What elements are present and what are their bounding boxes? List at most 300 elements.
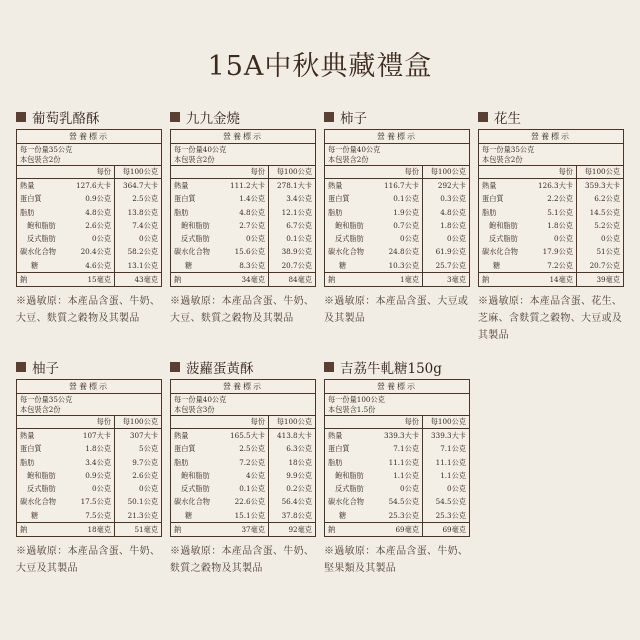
- square-bullet-icon: [170, 112, 180, 122]
- serving-info: [171, 144, 315, 166]
- column-header-per-100g: 每100公克: [114, 416, 161, 428]
- product-card: [324, 358, 470, 577]
- nutrient-name: 反式脂肪: [181, 484, 210, 494]
- nutrition-row: [479, 272, 623, 286]
- nutrient-per-100g: 5公克: [114, 442, 161, 455]
- servings-per-package: 本包裝含1.5份: [328, 404, 376, 414]
- nutrition-table-title: 營養標示: [325, 130, 469, 144]
- nutrient-name: 脂肪: [20, 207, 35, 217]
- nutrition-table-title: 營養標示: [325, 380, 469, 394]
- nutrition-row: [479, 192, 623, 205]
- nutrient-name: 蛋白質: [328, 194, 350, 204]
- column-header-per-100g: 每100公克: [422, 416, 469, 428]
- column-header-per-serving: 每份: [250, 167, 265, 176]
- nutrition-row: [17, 259, 161, 272]
- nutrition-row: [171, 509, 315, 522]
- nutrient-per-100g: 0.2公克: [268, 482, 315, 495]
- column-header-per-100g: 每100公克: [422, 166, 469, 178]
- square-bullet-icon: [478, 112, 488, 122]
- nutrient-per-serving: 4.6公克: [85, 260, 111, 270]
- nutrition-row: [171, 219, 315, 232]
- nutrient-name: 熱量: [482, 181, 497, 190]
- nutrient-per-100g: 2.5公克: [114, 192, 161, 205]
- nutrition-table-title: 營養標示: [171, 380, 315, 394]
- square-bullet-icon: [16, 362, 26, 372]
- nutrient-per-100g: 0公克: [114, 482, 161, 495]
- nutrient-per-serving: 0.7公克: [393, 220, 419, 230]
- nutrient-name: 飽和脂肪: [27, 220, 56, 230]
- nutrient-per-100g: 37.8公克: [268, 509, 315, 522]
- nutrient-name: 飽和脂肪: [181, 470, 210, 480]
- nutrient-per-serving: 15.1公克: [234, 510, 265, 520]
- nutrient-per-serving: 22.6公克: [234, 497, 265, 507]
- nutrition-row: [171, 469, 315, 482]
- nutrient-per-100g: 51公克: [576, 245, 623, 258]
- nutrient-per-100g: 7.1公克: [422, 442, 469, 455]
- nutrient-name: 鈉: [482, 275, 490, 285]
- nutrient-per-serving: 0.9公克: [85, 470, 111, 480]
- nutrient-per-serving: 7.2公克: [547, 260, 573, 270]
- nutrient-per-serving: 1.1公克: [393, 470, 419, 480]
- nutrient-name: 糖: [185, 260, 193, 270]
- product-header: [324, 358, 470, 376]
- nutrient-name: 碳水化合物: [328, 247, 364, 257]
- product-name: 柚子: [32, 361, 59, 377]
- nutrient-name: 蛋白質: [20, 194, 42, 204]
- nutrition-row: [171, 522, 315, 536]
- nutrient-name: 熱量: [328, 431, 343, 440]
- nutrition-row: [325, 429, 469, 442]
- nutrient-per-100g: 307大卡: [114, 429, 161, 442]
- column-header-row: [325, 416, 469, 429]
- nutrient-per-serving: 54.5公克: [388, 497, 419, 507]
- column-header-per-100g: 每100公克: [268, 416, 315, 428]
- nutrient-per-100g: 0公克: [422, 232, 469, 245]
- nutrition-row: [17, 179, 161, 192]
- nutrient-name: 鈉: [20, 525, 28, 535]
- column-header-row: [479, 166, 623, 179]
- serving-info: [171, 394, 315, 416]
- nutrition-row: [17, 509, 161, 522]
- nutrient-per-100g: 292大卡: [422, 179, 469, 192]
- nutrient-per-100g: 18公克: [268, 456, 315, 469]
- column-header-per-serving: 每份: [250, 417, 265, 426]
- nutrition-row: [325, 442, 469, 455]
- nutrient-name: 糖: [31, 510, 39, 520]
- nutrition-row: [171, 482, 315, 495]
- nutrient-per-100g: 13.1公克: [114, 259, 161, 272]
- nutrient-per-serving: 5.1公克: [547, 207, 573, 217]
- nutrition-row: [479, 206, 623, 219]
- serving-info: [479, 144, 623, 166]
- nutrient-per-serving: 107大卡: [82, 431, 111, 440]
- nutrient-per-100g: 43毫克: [114, 273, 161, 286]
- nutrient-per-serving: 34毫克: [241, 275, 265, 285]
- nutrient-per-serving: 0.1公克: [393, 194, 419, 204]
- column-header-per-serving: 每份: [404, 417, 419, 426]
- nutrient-per-serving: 3.4公克: [85, 457, 111, 467]
- nutrition-row: [325, 259, 469, 272]
- nutrient-name: 蛋白質: [174, 444, 196, 454]
- nutrition-row: [171, 192, 315, 205]
- nutrition-table: [16, 129, 162, 287]
- product-header: [324, 108, 470, 126]
- nutrition-row: [171, 272, 315, 286]
- servings-per-package: 本包裝含2份: [328, 154, 369, 164]
- serving-info: [325, 394, 469, 416]
- nutrition-row: [171, 442, 315, 455]
- nutrient-name: 糖: [185, 510, 193, 520]
- allergen-note: ※過敏原：本產品含蛋、花生、芝麻、含麩質之穀物、大豆或及其製品: [478, 296, 623, 342]
- nutrient-name: 脂肪: [20, 457, 35, 467]
- nutrient-name: 熱量: [328, 181, 343, 190]
- nutrient-per-serving: 7.5公克: [85, 510, 111, 520]
- nutrition-table-title: 營養標示: [171, 130, 315, 144]
- nutrition-row: [325, 495, 469, 508]
- nutrition-row: [17, 206, 161, 219]
- servings-per-package: 本包裝含3份: [174, 404, 215, 414]
- nutrition-table-title: 營養標示: [479, 130, 623, 144]
- nutrient-per-100g: 51毫克: [114, 523, 161, 536]
- nutrient-name: 熱量: [174, 431, 189, 440]
- nutrient-per-serving: 0公克: [400, 484, 419, 494]
- nutrient-per-100g: 0公克: [114, 232, 161, 245]
- allergen-note: ※過敏原：本產品含蛋、牛奶、堅果類及其製品: [324, 546, 469, 575]
- nutrient-name: 碳水化合物: [482, 247, 518, 257]
- nutrient-name: 熱量: [20, 181, 35, 190]
- nutrient-per-100g: 20.7公克: [268, 259, 315, 272]
- nutrient-per-100g: 359.3大卡: [576, 179, 623, 192]
- serving-info: [17, 394, 161, 416]
- nutrient-name: 碳水化合物: [328, 497, 364, 507]
- nutrition-row: [17, 482, 161, 495]
- serving-size: 每一份量35公克: [20, 395, 73, 404]
- nutrition-row: [17, 522, 161, 536]
- nutrient-per-100g: 3.4公克: [268, 192, 315, 205]
- nutrient-per-serving: 111.2大卡: [230, 181, 265, 190]
- column-header-per-serving: 每份: [96, 167, 111, 176]
- nutrient-per-serving: 7.2公克: [239, 457, 265, 467]
- nutrient-per-100g: 92毫克: [268, 523, 315, 536]
- nutrient-per-100g: 1.1公克: [422, 469, 469, 482]
- nutrient-per-serving: 11.1公克: [388, 457, 419, 467]
- servings-per-package: 本包裝含2份: [20, 154, 61, 164]
- column-header-blank: [479, 166, 531, 178]
- servings-per-package: 本包裝含2份: [174, 154, 215, 164]
- nutrition-row: [325, 179, 469, 192]
- nutrient-per-100g: 364.7大卡: [114, 179, 161, 192]
- product-card: [324, 108, 470, 327]
- product-header: [478, 108, 624, 126]
- column-header-blank: [171, 166, 223, 178]
- column-header-blank: [325, 166, 377, 178]
- nutrient-per-100g: 0公克: [422, 482, 469, 495]
- nutrient-per-100g: 339.3大卡: [422, 429, 469, 442]
- column-header-row: [17, 166, 161, 179]
- nutrient-name: 蛋白質: [482, 194, 504, 204]
- nutrient-per-serving: 7.1公克: [393, 444, 419, 454]
- nutrient-per-100g: 50.1公克: [114, 495, 161, 508]
- nutrition-row: [171, 456, 315, 469]
- column-header-blank: [17, 166, 69, 178]
- nutrient-per-100g: 0.1公克: [268, 232, 315, 245]
- product-card: [478, 108, 624, 344]
- nutrient-per-serving: 1毫克: [400, 275, 419, 285]
- allergen-note: ※過敏原：本產品含蛋、大豆或及其製品: [324, 296, 469, 325]
- square-bullet-icon: [324, 112, 334, 122]
- nutrient-name: 糖: [339, 510, 347, 520]
- nutrient-per-serving: 2.7公克: [239, 220, 265, 230]
- nutrient-name: 鈉: [328, 525, 336, 535]
- nutrient-per-100g: 0公克: [576, 232, 623, 245]
- nutrient-per-100g: 413.8大卡: [268, 429, 315, 442]
- nutrient-per-100g: 7.4公克: [114, 219, 161, 232]
- nutrition-row: [325, 469, 469, 482]
- serving-size: 每一份量40公克: [174, 145, 227, 154]
- column-header-per-serving: 每份: [404, 167, 419, 176]
- nutrient-name: 碳水化合物: [20, 497, 56, 507]
- nutrition-row: [17, 245, 161, 258]
- column-header-per-100g: 每100公克: [114, 166, 161, 178]
- nutrient-per-serving: 14毫克: [549, 275, 573, 285]
- nutrition-row: [325, 232, 469, 245]
- nutrition-table: [170, 129, 316, 287]
- nutrition-row: [17, 232, 161, 245]
- nutrient-per-serving: 127.6大卡: [76, 181, 111, 190]
- column-header-row: [325, 166, 469, 179]
- serving-info: [325, 144, 469, 166]
- column-header-row: [171, 416, 315, 429]
- servings-per-package: 本包裝含2份: [20, 404, 61, 414]
- nutrient-name: 鈉: [174, 275, 182, 285]
- product-name: 菠蘿蛋黃酥: [186, 361, 254, 377]
- nutrient-per-100g: 2.6公克: [114, 469, 161, 482]
- nutrition-row: [325, 456, 469, 469]
- nutrient-name: 脂肪: [482, 207, 497, 217]
- nutrient-per-100g: 11.1公克: [422, 456, 469, 469]
- product-name: 九九金燒: [186, 111, 240, 127]
- nutrition-row: [325, 219, 469, 232]
- page-title: 15A中秋典藏禮盒: [207, 51, 433, 82]
- nutrient-per-100g: 14.5公克: [576, 206, 623, 219]
- nutrient-per-100g: 9.7公克: [114, 456, 161, 469]
- nutrient-per-100g: 25.7公克: [422, 259, 469, 272]
- nutrient-name: 脂肪: [328, 457, 343, 467]
- nutrient-name: 反式脂肪: [489, 234, 518, 244]
- nutrient-per-serving: 4公克: [246, 470, 265, 480]
- nutrient-per-serving: 4.8公克: [85, 207, 111, 217]
- serving-size: 每一份量100公克: [328, 395, 385, 404]
- product-card: [170, 108, 316, 327]
- nutrient-per-100g: 38.9公克: [268, 245, 315, 258]
- nutrition-row: [17, 192, 161, 205]
- nutrient-per-serving: 0.1公克: [239, 484, 265, 494]
- nutrition-table: [324, 129, 470, 287]
- nutrient-name: 反式脂肪: [27, 484, 56, 494]
- nutrition-row: [171, 259, 315, 272]
- nutrient-per-100g: 4.8公克: [422, 206, 469, 219]
- nutrition-row: [325, 522, 469, 536]
- product-header: [16, 358, 162, 376]
- nutrition-row: [17, 456, 161, 469]
- nutrient-name: 糖: [31, 260, 39, 270]
- nutrient-per-100g: 1.8公克: [422, 219, 469, 232]
- nutrition-table: [170, 379, 316, 537]
- nutrient-per-serving: 18毫克: [87, 525, 111, 535]
- nutrition-table-title: 營養標示: [17, 380, 161, 394]
- nutrition-row: [479, 232, 623, 245]
- nutrition-table: [16, 379, 162, 537]
- nutrient-per-serving: 2.6公克: [85, 220, 111, 230]
- allergen-note: ※過敏原：本產品含蛋、牛奶、大豆、麩質之穀物及其製品: [16, 296, 161, 325]
- nutrient-per-100g: 9.9公克: [268, 469, 315, 482]
- nutrient-name: 蛋白質: [20, 444, 42, 454]
- nutrient-name: 鈉: [20, 275, 28, 285]
- allergen-note: ※過敏原：本產品含蛋、牛奶、大豆及其製品: [16, 546, 161, 575]
- nutrition-row: [17, 469, 161, 482]
- nutrient-name: 熱量: [20, 431, 35, 440]
- nutrient-per-serving: 1.9公克: [393, 207, 419, 217]
- nutrition-row: [171, 495, 315, 508]
- nutrient-per-serving: 339.3大卡: [384, 431, 419, 440]
- product-card: [16, 358, 162, 577]
- servings-per-package: 本包裝含2份: [482, 154, 523, 164]
- nutrient-per-100g: 0.3公克: [422, 192, 469, 205]
- allergen-note: ※過敏原：本產品含蛋、牛奶、大豆、麩質之穀物及其製品: [170, 296, 315, 325]
- nutrition-row: [171, 429, 315, 442]
- product-header: [170, 358, 316, 376]
- nutrient-per-100g: 13.8公克: [114, 206, 161, 219]
- nutrient-per-serving: 1.8公克: [85, 444, 111, 454]
- nutrient-name: 脂肪: [174, 457, 189, 467]
- nutrient-per-100g: 6.7公克: [268, 219, 315, 232]
- nutrient-per-100g: 21.3公克: [114, 509, 161, 522]
- product-card: [170, 358, 316, 577]
- nutrient-name: 糖: [339, 260, 347, 270]
- nutrient-name: 蛋白質: [328, 444, 350, 454]
- nutrient-per-100g: 20.7公克: [576, 259, 623, 272]
- column-header-per-100g: 每100公克: [268, 166, 315, 178]
- nutrition-row: [17, 495, 161, 508]
- nutrient-name: 鈉: [328, 275, 336, 285]
- nutrition-row: [325, 272, 469, 286]
- nutrition-table: [478, 129, 624, 287]
- column-header-blank: [17, 416, 69, 428]
- nutrition-row: [171, 206, 315, 219]
- nutrient-name: 脂肪: [174, 207, 189, 217]
- nutrient-per-serving: 0公克: [246, 234, 265, 244]
- nutrient-per-100g: 5.2公克: [576, 219, 623, 232]
- serving-size: 每一份量35公克: [482, 145, 535, 154]
- nutrient-name: 碳水化合物: [174, 497, 210, 507]
- nutrient-name: 反式脂肪: [335, 234, 364, 244]
- nutrient-name: 脂肪: [328, 207, 343, 217]
- nutrient-per-100g: 58.2公克: [114, 245, 161, 258]
- nutrient-name: 碳水化合物: [20, 247, 56, 257]
- nutrient-name: 飽和脂肪: [335, 470, 364, 480]
- nutrient-name: 反式脂肪: [335, 484, 364, 494]
- nutrient-per-serving: 165.5大卡: [230, 431, 265, 440]
- nutrient-name: 鈉: [174, 525, 182, 535]
- nutrient-per-serving: 24.8公克: [388, 247, 419, 257]
- serving-size: 每一份量35公克: [20, 145, 73, 154]
- nutrient-per-serving: 10.3公克: [388, 260, 419, 270]
- nutrient-name: 飽和脂肪: [489, 220, 518, 230]
- nutrient-per-serving: 1.4公克: [239, 194, 265, 204]
- column-header-row: [17, 416, 161, 429]
- nutrition-row: [479, 179, 623, 192]
- nutrient-per-serving: 0公克: [92, 234, 111, 244]
- nutrient-per-serving: 0公克: [400, 234, 419, 244]
- nutrient-per-100g: 3毫克: [422, 273, 469, 286]
- nutrition-row: [325, 509, 469, 522]
- product-card: [16, 108, 162, 327]
- nutrient-per-serving: 37毫克: [241, 525, 265, 535]
- nutrient-per-serving: 0.9公克: [85, 194, 111, 204]
- nutrient-per-100g: 6.3公克: [268, 442, 315, 455]
- nutrient-per-serving: 17.9公克: [542, 247, 573, 257]
- nutrition-row: [325, 482, 469, 495]
- nutrition-row: [479, 259, 623, 272]
- nutrition-row: [17, 272, 161, 286]
- product-name: 柿子: [340, 111, 367, 127]
- nutrient-per-serving: 2.2公克: [547, 194, 573, 204]
- nutrient-per-serving: 1.8公克: [547, 220, 573, 230]
- nutrition-table-title: 營養標示: [17, 130, 161, 144]
- nutrient-per-100g: 12.1公克: [268, 206, 315, 219]
- nutrient-per-100g: 56.4公克: [268, 495, 315, 508]
- nutrition-row: [171, 245, 315, 258]
- nutrient-per-100g: 39毫克: [576, 273, 623, 286]
- square-bullet-icon: [16, 112, 26, 122]
- nutrient-per-serving: 0公克: [554, 234, 573, 244]
- serving-size: 每一份量40公克: [174, 395, 227, 404]
- product-name: 吉荔牛軋糖150g: [340, 361, 442, 377]
- nutrient-per-100g: 69毫克: [422, 523, 469, 536]
- nutrient-per-100g: 278.1大卡: [268, 179, 315, 192]
- nutrition-row: [479, 245, 623, 258]
- nutrition-row: [171, 179, 315, 192]
- nutrient-per-100g: 54.5公克: [422, 495, 469, 508]
- nutrient-per-serving: 8.3公克: [239, 260, 265, 270]
- column-header-per-serving: 每份: [558, 167, 573, 176]
- nutrition-row: [17, 442, 161, 455]
- nutrient-name: 碳水化合物: [174, 247, 210, 257]
- nutrient-per-serving: 69毫克: [395, 525, 419, 535]
- nutrient-per-100g: 6.2公克: [576, 192, 623, 205]
- nutrient-per-100g: 25.3公克: [422, 509, 469, 522]
- nutrition-row: [325, 192, 469, 205]
- nutrient-name: 飽和脂肪: [335, 220, 364, 230]
- nutrient-per-serving: 4.8公克: [239, 207, 265, 217]
- product-name: 葡萄乳酪酥: [32, 111, 100, 127]
- nutrient-per-serving: 17.5公克: [80, 497, 111, 507]
- nutrition-row: [479, 219, 623, 232]
- nutrient-per-serving: 126.3大卡: [538, 181, 573, 190]
- column-header-per-100g: 每100公克: [576, 166, 623, 178]
- nutrition-row: [325, 206, 469, 219]
- nutrient-name: 飽和脂肪: [181, 220, 210, 230]
- nutrition-row: [17, 219, 161, 232]
- column-header-blank: [171, 416, 223, 428]
- serving-size: 每一份量40公克: [328, 145, 381, 154]
- nutrition-row: [171, 232, 315, 245]
- nutrition-table: [324, 379, 470, 537]
- column-header-row: [171, 166, 315, 179]
- nutrient-name: 熱量: [174, 181, 189, 190]
- column-header-per-serving: 每份: [96, 417, 111, 426]
- nutrient-per-serving: 25.3公克: [388, 510, 419, 520]
